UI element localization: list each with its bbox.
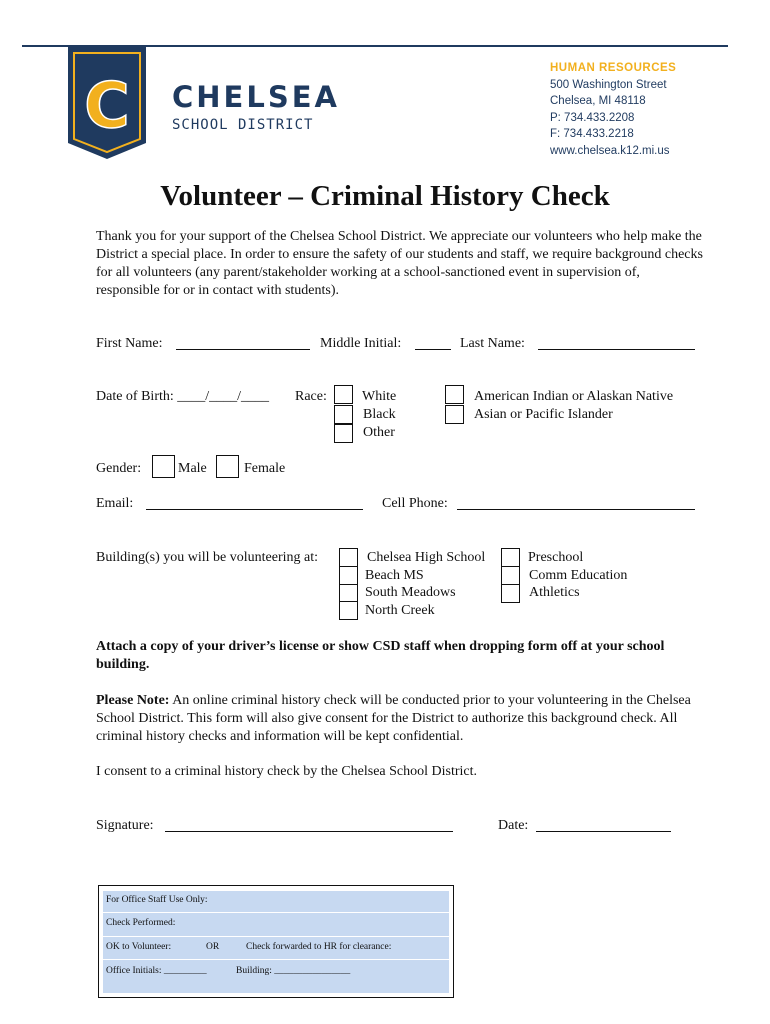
logo-letter: C [84, 69, 130, 142]
dob-field[interactable]: Date of Birth: ____/____/____ [96, 389, 270, 404]
middle-initial-label: Middle Initial: [320, 336, 402, 351]
logo-title: CHELSEA [172, 80, 340, 114]
signature-field[interactable] [165, 817, 453, 832]
building-comm-ed-label: Comm Education [529, 568, 628, 583]
building-north-creek-label: North Creek [365, 603, 435, 618]
building-chs-label: Chelsea High School [367, 550, 486, 565]
building-chs-checkbox[interactable] [339, 548, 358, 567]
intro-paragraph: Thank you for your support of the Chelsea School District. We appreciate our volunteers who help make the District a special place. In order to ensure the safety of our students and staff, we require background checks for all volunteers (any parent/stakeholder working at a school-sanctioned event in supervision of, responsible for or in contact with students). [96, 229, 703, 298]
office-initials[interactable]: Office Initials: _________ [106, 966, 207, 976]
please-note-label: Please Note: [96, 693, 170, 708]
last-name-label: Last Name: [460, 336, 525, 351]
building-preschool-label: Preschool [528, 550, 584, 565]
race-black-checkbox[interactable] [334, 405, 353, 424]
please-note-paragraph [96, 692, 706, 746]
race-other-checkbox[interactable] [334, 424, 353, 443]
hr-contact-block [550, 60, 676, 159]
chelsea-logo-badge [68, 47, 146, 159]
hr-address: 500 Washington Street [550, 78, 667, 91]
race-label: Race: [295, 389, 327, 404]
signature-label: Signature: [96, 818, 154, 833]
email-label: Email: [96, 496, 134, 511]
please-note-text: An online criminal history check will be conducted prior to your volunteering in the Chelsea School District. This form will also give consent for the District to authorize this background check. All criminal history checks and information will be kept confidential. [96, 693, 691, 744]
logo-subtitle: SCHOOL DISTRICT [172, 117, 314, 133]
gender-female-checkbox[interactable] [216, 455, 239, 478]
race-white-checkbox[interactable] [334, 385, 353, 404]
hr-fax: F: 734.433.2218 [550, 128, 634, 140]
date-label: Date: [498, 818, 529, 833]
building-comm-ed-checkbox[interactable] [501, 566, 520, 585]
last-name-field[interactable] [538, 335, 695, 350]
office-building[interactable]: Building: ________________ [236, 966, 351, 976]
office-forwarded[interactable]: Check forwarded to HR for clearance: [246, 942, 392, 952]
office-use-box [98, 885, 454, 998]
building-athletics-label: Athletics [529, 585, 580, 600]
gender-female-label: Female [244, 461, 286, 476]
race-asian-label: Asian or Pacific Islander [474, 407, 613, 422]
building-beach-checkbox[interactable] [339, 566, 358, 585]
gender-male-checkbox[interactable] [152, 455, 175, 478]
date-field[interactable] [536, 817, 671, 832]
race-american-indian-checkbox[interactable] [445, 385, 464, 404]
hr-city: Chelsea, MI 48118 [550, 95, 646, 107]
building-athletics-checkbox[interactable] [501, 584, 520, 603]
race-other-label: Other [363, 425, 395, 440]
page-title: Volunteer – Criminal History Check [160, 180, 610, 212]
cell-phone-label: Cell Phone: [382, 496, 448, 511]
consent-statement: I consent to a criminal history check by the Chelsea School District. [96, 764, 478, 779]
race-white-label: White [362, 389, 397, 404]
race-asian-checkbox[interactable] [445, 405, 464, 424]
building-preschool-checkbox[interactable] [501, 548, 520, 567]
building-label: Building(s) you will be volunteering at: [96, 550, 319, 565]
hr-phone: P: 734.433.2208 [550, 111, 635, 124]
building-north-creek-checkbox[interactable] [339, 601, 358, 620]
cell-phone-field[interactable] [457, 495, 695, 510]
office-check-performed[interactable]: Check Performed: [106, 918, 176, 928]
gender-label: Gender: [96, 461, 142, 476]
office-header: For Office Staff Use Only: [106, 895, 208, 905]
office-or: OR [206, 942, 220, 952]
office-ok-to-volunteer[interactable]: OK to Volunteer: [106, 942, 172, 952]
email-field[interactable] [146, 495, 363, 510]
race-american-indian-label: American Indian or Alaskan Native [474, 389, 674, 404]
race-black-label: Black [363, 407, 396, 422]
building-beach-label: Beach MS [365, 568, 424, 583]
attach-note: Attach a copy of your driver’s license or show CSD staff when dropping form off at your school building. [96, 639, 665, 672]
middle-initial-field[interactable] [415, 335, 451, 350]
building-south-meadows-label: South Meadows [365, 585, 456, 600]
first-name-label: First Name: [96, 336, 163, 351]
office-use-panel [103, 891, 449, 993]
hr-website[interactable]: www.chelsea.k12.mi.us [550, 144, 670, 157]
gender-male-label: Male [178, 461, 207, 476]
first-name-field[interactable] [176, 335, 310, 350]
hr-title: HUMAN RESOURCES [550, 62, 677, 74]
